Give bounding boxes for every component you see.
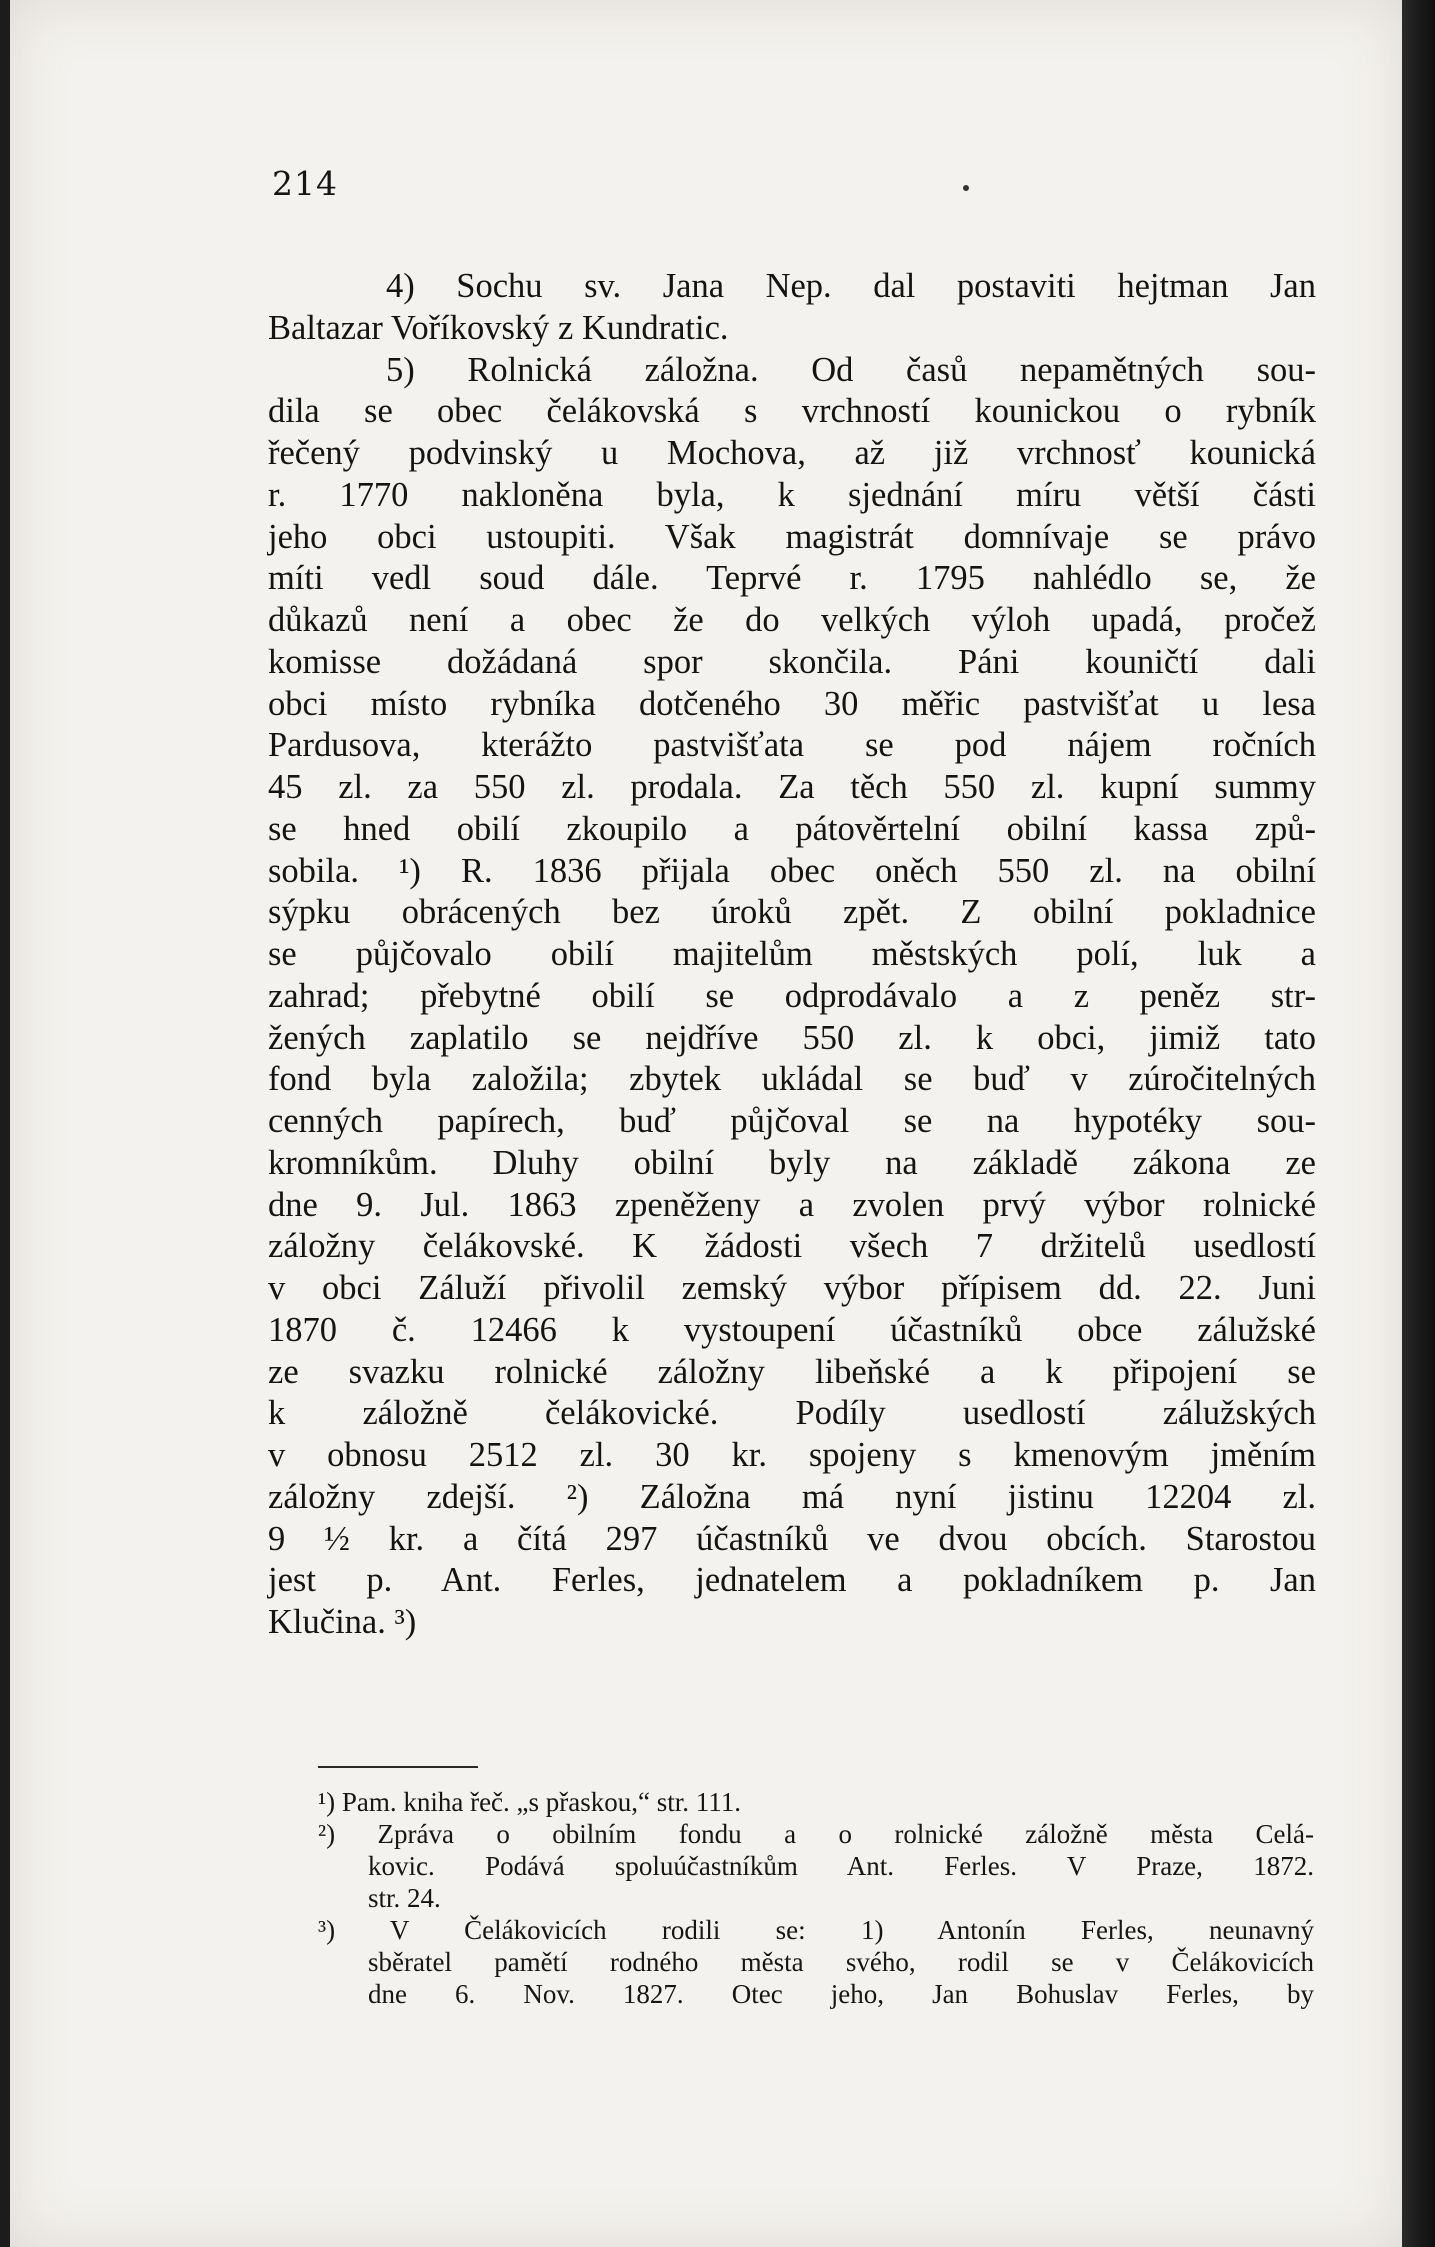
text-line: 45 zl. za 550 zl. prodala. Za těch 550 zl. kupní summy [268,768,1316,806]
text-line: 4) Sochu sv. Jana Nep. dal postaviti hejtman Jan [386,267,1316,305]
main-text [268,266,1316,1644]
text-line: 9 ½ kr. a čítá 297 účastníků ve dvou obcích. Starostou [268,1519,1316,1558]
text-line: jest p. Ant. Ferles, jednatelem a pokladníkem p. Jan [268,1561,1316,1600]
text-line: 5) Rolnická záložna. Od časů nepamětných sou- [386,350,1316,389]
text-line: jeho obci ustoupiti. Však magistrát domnívaje se právo [268,517,1316,556]
text-line: Pardusova, kterážto pastvišťata se pod nájem ročních [268,726,1316,765]
footnotes [318,1786,1314,2010]
text-line: cenných papírech, buď půjčoval se na hypotéky sou- [268,1102,1316,1140]
text-line: dne 9. Jul. 1863 zpeněženy a zvolen prvý výbor rolnické [268,1185,1316,1224]
text-line: sobila. ¹) R. 1836 přijala obec oněch 550 zl. na obilní [268,851,1316,890]
text-line: záložny čelákovské. K žádosti všech 7 držitelů usedlostí [268,1227,1316,1266]
text-line: Klučina. ³) [268,1603,417,1641]
footnote-3 [318,1914,1314,2010]
print-speck [963,185,969,191]
text-line: komisse dožádaná spor skončila. Páni kouničtí dali [268,642,1316,681]
text-line: Baltazar Voříkovský z Kundratic. [268,308,729,347]
footnote-1 [318,1786,1314,1818]
page-edge-shadow [1402,0,1435,2247]
footnote-line: ³) V Čelákovicích rodili se: 1) Antonín Ferles, neunavný [318,1915,1314,1945]
footnote-rule [318,1766,478,1768]
footnote-2 [318,1818,1314,1914]
text-line: dila se obec čelákovská s vrchností kounickou o rybník [268,392,1316,431]
page-number: 214 [272,164,338,203]
text-line: zahrad; přebytné obilí se odprodávalo a z peněz str- [268,976,1316,1015]
text-line: žených zaplatilo se nejdříve 550 zl. k obci, jimiž tato [268,1018,1316,1057]
text-line: v obnosu 2512 zl. 30 kr. spojeny s kmenovým jměním [268,1436,1316,1474]
paragraph-4 [268,266,1316,350]
text-line: důkazů není a obec že do velkých výloh upadá, pročež [268,601,1316,639]
text-line: se půjčovalo obilí majitelům městských polí, luk a [268,935,1316,973]
text-line: fond byla založila; zbytek ukládal se buď v zúročitelných [268,1060,1316,1099]
footnote-line: sběratel pamětí rodného města svého, rodil se v Čelákovicích [368,1947,1314,1977]
text-line: r. 1770 nakloněna byla, k sjednání míru větší části [268,475,1316,514]
footnote-line: str. 24. [368,1883,441,1913]
paragraph-5 [268,350,1316,1644]
text-line: se hned obilí zkoupilo a pátověrtelní obilní kassa způ- [268,809,1316,848]
text-line: sýpku obrácených bez úroků zpět. Z obilní pokladnice [268,893,1316,932]
text-line: k záložně čelákovické. Podíly usedlostí zálužských [268,1394,1316,1433]
footnote-line: ²) Zpráva o obilním fondu a o rolnické záložně města Celá- [318,1819,1314,1849]
text-line: záložny zdejší. ²) Záložna má nyní jistinu 12204 zl. [268,1477,1316,1516]
text-line: ze svazku rolnické záložny libeňské a k připojení se [268,1352,1316,1391]
footnote-line: dne 6. Nov. 1827. Otec jeho, Jan Bohuslav Ferles, by [368,1979,1314,2009]
footnote-line: kovic. Podává spoluúčastníkům Ant. Ferles. V Praze, 1872. [368,1851,1314,1881]
text-line: kromníkům. Dluhy obilní byly na základě zákona ze [268,1143,1316,1182]
text-line: řečený podvinský u Mochova, až již vrchnosť kounická [268,434,1316,472]
text-line: obci místo rybníka dotčeného 30 měřic pastvišťat u lesa [268,684,1316,723]
text-line: míti vedl soud dále. Teprvé r. 1795 nahlédlo se, že [268,559,1316,598]
footnote-line: ¹) Pam. kniha řeč. „s přaskou,“ str. 111. [318,1787,741,1817]
text-line: v obci Záluží přivolil zemský výbor přípisem dd. 22. Juni [268,1269,1316,1307]
text-line: 1870 č. 12466 k vystoupení účastníků obce zálužské [268,1310,1316,1349]
